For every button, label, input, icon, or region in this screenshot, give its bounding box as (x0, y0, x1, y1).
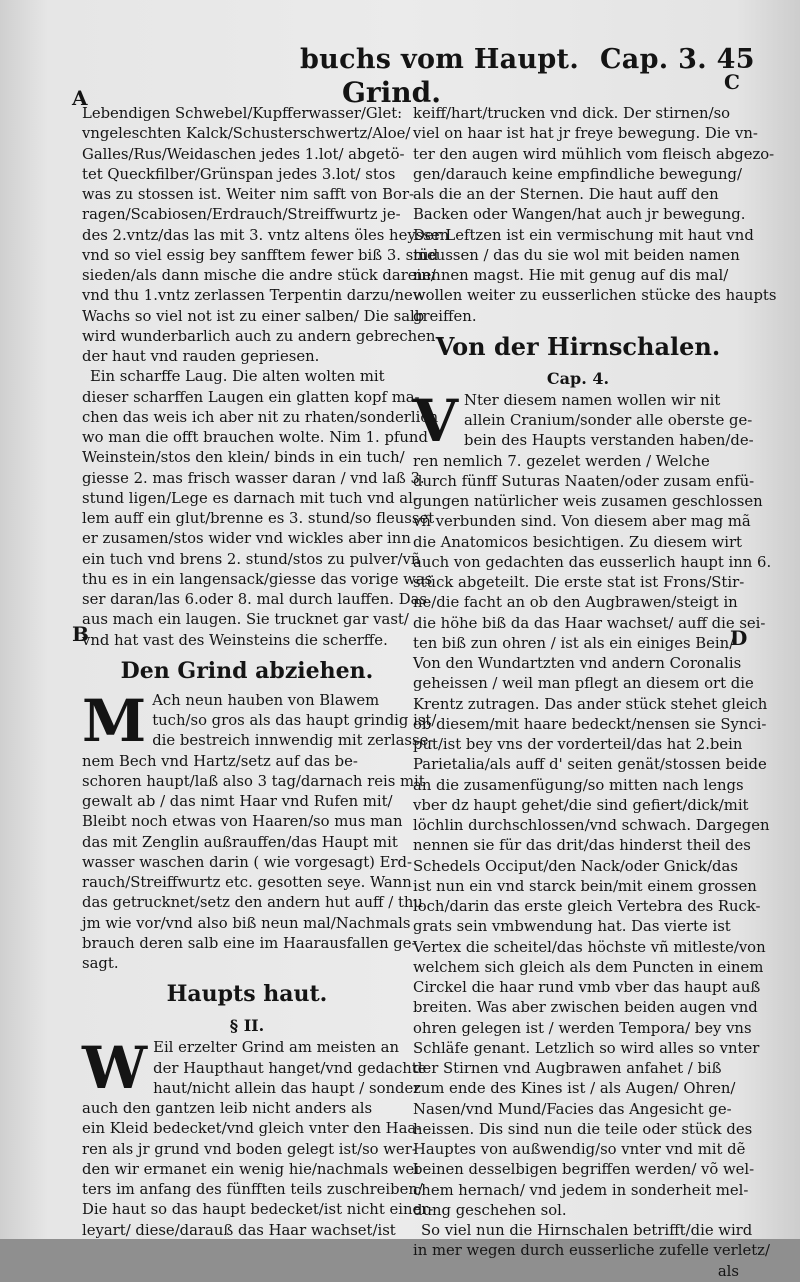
text-line: Schedels Occiput/den Nack/oder Gnick/das (413, 857, 738, 875)
text-line: bein des Haupts verstanden haben/de- (464, 432, 754, 450)
text-line: wollen weiter zu eusserlichen stücke des haupts (413, 287, 777, 305)
text-line: der Haupthaut hanget/vnd gedachte (153, 1059, 427, 1077)
page-title: Grind. (342, 76, 441, 109)
running-head-right: Cap. 3. 45 (600, 44, 755, 75)
text-line: allein Cranium/sonder alle oberste ge- (464, 412, 753, 429)
text-line: der Stirnen vnd Augbrawen anfahet / biß (413, 1060, 722, 1077)
margin-marker-b: B (72, 622, 89, 646)
text-line: Wachs so viel not ist zu einer salben/ Die salb (82, 307, 425, 325)
text-line: ein tuch vnd brens 2. stund/stos zu pulver/vñ (82, 550, 421, 568)
text-line: sieden/als dann mische die andre stück darein/ (82, 267, 436, 284)
text-line: Nter diesem namen wollen wir nit (464, 391, 721, 409)
text-line: vnd so viel essig bey sanfftem fewer biß 3. stüd (82, 246, 439, 264)
text-line: sagt. (82, 955, 119, 972)
text-line: giesse 2. mas frisch wasser daran / vnd laß 3. (82, 469, 425, 487)
text-line: an die zusamenfügung/so mitten nach lengs (413, 776, 744, 794)
running-head-left: buchs vom Haupt. (300, 44, 580, 75)
margin-marker-a: A (72, 86, 88, 110)
text-line: ters im anfang des fünfften teils zuschreiben/ (82, 1181, 423, 1198)
drop-cap: V (413, 386, 459, 455)
text-line: auch den gantzen leib nicht anders als (82, 1100, 373, 1117)
text-line: die bestreich innwendig mit zerlasse- (152, 732, 434, 750)
text-line: ren als jr grund vnd boden gelegt ist/so wer- (82, 1140, 417, 1158)
text-line: Weinstein/stos den klein/ binds in ein tuch/ (82, 449, 405, 467)
text-line: Die haut so das haupt bedecket/ist nicht einer- (82, 1201, 434, 1219)
text-line: gewalt ab / das nimt Haar vnd Rufen mit/ (82, 793, 393, 810)
text-line: die Anatomicos besichtigen. Zu diesem wirt (413, 533, 743, 551)
text-line: nennen magst. Hie mit genug auf dis mal/ (413, 267, 729, 284)
text-line: als die an der Sternen. Die haut auff den (413, 186, 719, 203)
text-line: den wir ermanet ein wenig hie/nachmals wei (82, 1160, 420, 1178)
text-line: loch/darin das erste gleich Vertebra des Ruck- (413, 898, 761, 915)
text-line: viel on haar ist hat jr freye bewegung. Die vn- (413, 125, 758, 143)
text-line: lem auff ein glut/brenne es 3. stund/so fleusset (82, 510, 435, 527)
text-line: haut/nicht allein das haupt / sonder (153, 1079, 421, 1097)
text-line: dung geschehen sol. (413, 1201, 567, 1219)
text-line: thu es in ein langensack/giesse das vorige was (82, 570, 433, 588)
margin-marker-d: D (730, 626, 748, 650)
text-line: wo man die offt brauchen wolte. Nim 1. pfund (82, 429, 428, 446)
drop-cap: M (82, 686, 147, 755)
text-line: Ein scharffe Laug. Die alten wolten mit (90, 368, 385, 386)
text-line: wird wunderbarlich auch zu andern gebrechen (82, 327, 436, 345)
text-line: er zusamen/stos wider vnd wickles aber inn (82, 530, 411, 548)
left-paragraph-3 (82, 686, 437, 975)
text-line: ne/die facht an ob den Augbrawen/steigt in (413, 594, 738, 612)
chapter-heading: Von der Hirnschalen. (435, 331, 721, 361)
text-line: Eil erzelter Grind am meisten an (153, 1039, 399, 1057)
section-heading: Haupts haut. (166, 981, 328, 1008)
text-line: stund ligen/Lege es darnach mit tuch vnd al- (82, 489, 418, 507)
text-line: Backen oder Wangen/hat auch jr bewegung. (413, 206, 746, 224)
text-line: chem hernach/ vnd jedem in sonderheit mel- (413, 1181, 749, 1199)
text-line: chen das weis ich aber nit zu rhaten/sonderlich (82, 408, 439, 426)
text-line: leyart/ diese/darauß das Haar wachset/ist (82, 1221, 396, 1239)
text-line: Schläfe genant. Letzlich so wird alles so vnter (413, 1039, 760, 1057)
text-line: was zu stossen ist. Weiter nim safft von Bor- (82, 186, 415, 203)
text-line: ist nun ein vnd starck bein/mit einem grossen (413, 877, 757, 895)
text-line: stück abgeteilt. Die erste stat ist Frons/Stir- (413, 574, 745, 591)
text-line: tet Queckfilber/Grünspan jedes 3.lot/ stos (82, 165, 396, 183)
text-line: welchem sich gleich als dem Puncten in einem (413, 958, 764, 976)
text-line: dieser scharffen Laugen ein glatten kopf ma- (82, 388, 420, 406)
text-line: in mer wegen durch eusserliche zufelle verletz/ (413, 1242, 770, 1260)
text-line: gungen natürlicher weis zusamen geschlossen (413, 493, 763, 510)
text-line: Bleibt noch etwas von Haaren/so mus man (82, 813, 403, 831)
text-line: auch von gedachten das eusserlich haupt inn 6. (413, 553, 772, 571)
text-line: beinen desselbigen begriffen werden/ võ wel- (413, 1161, 755, 1179)
text-line: ter den augen wird mühlich vom fleisch abgezo- (413, 145, 775, 163)
text-line: ein Kleid bedecket/vnd gleich vnter den Haa- (82, 1120, 422, 1138)
text-line: nem Bech vnd Hartz/setz auf das be- (82, 752, 358, 770)
text-line: Hauptes von außwendig/so vnter vnd mit dẽ (413, 1141, 746, 1158)
text-line: vñ verbunden sind. Von diesem aber mag mã (413, 513, 751, 531)
catchword: als (717, 1262, 739, 1280)
text-line: grats sein vmbwendung hat. Das vierte ist (413, 918, 731, 936)
text-line: ten biß zun ohren / ist als ein einiges Bein/ (413, 634, 735, 652)
text-line: Parietalia/als auff d' seiten genät/stossen beide (413, 756, 767, 774)
text-line: nennen sie für das drit/das hinderst theil des (413, 837, 751, 855)
text-line: wasser waschen darin ( wie vorgesagt) Erd- (82, 853, 412, 871)
text-line: Nasen/vnd Mund/Facies das Angesicht ge- (413, 1100, 732, 1118)
text-line: Galles/Rus/Weidaschen jedes 1.lot/ abgetö- (82, 145, 405, 163)
text-line: greiffen. (413, 307, 477, 325)
text-line: des 2.vntz/das las mit 3. vntz altens öles heyssen (82, 226, 450, 244)
text-line: gen/darauch keine empfindliche bewegung/ (413, 165, 742, 183)
text-line: Circkel die haar rund vmb vber das haupt auß (413, 979, 761, 996)
text-line: Der Leftzen ist ein vermischung mit haut vnd (413, 226, 754, 244)
text-line: ob diesem/mit haare bedeckt/nensen sie Synci- (413, 715, 767, 733)
text-line: vngeleschten Kalck/Schusterschwertz/Aloe/ (82, 125, 411, 143)
text-line: Von den Wundartzten vnd andern Coronalis (413, 655, 742, 672)
left-paragraph-4 (82, 1034, 434, 1241)
text-line: der haut vnd rauden gepriesen. (82, 348, 320, 365)
text-line: schoren haupt/laß also 3 tag/darnach reis mit (82, 772, 425, 790)
text-line: breiten. Was aber zwischen beiden augen vnd (413, 999, 758, 1017)
left-paragraph-2 (82, 367, 439, 651)
text-line: vber dz haupt gehet/die sind gefiert/dick/mit (413, 796, 749, 814)
text-line: tuch/so gros als das haupt grindig ist/ (152, 712, 437, 729)
text-line: aus mach ein laugen. Sie trucknet gar vast/ (82, 611, 409, 629)
chapter-number: Cap. 4. (546, 368, 610, 388)
text-line: keiff/hart/trucken vnd dick. Der stirnen/so (413, 105, 731, 122)
text-line: ren nemlich 7. gezelet werden / Welche (413, 452, 710, 470)
margin-marker-c: C (724, 70, 740, 94)
text-line: So viel nun die Hirnschalen betrifft/die wird (421, 1222, 753, 1239)
text-line: rauch/Streiffwurtz etc. gesotten seye. Wann (82, 874, 412, 891)
text-line: geheissen / weil man pflegt an diesem ort die (413, 675, 754, 693)
text-line: ragen/Scabiosen/Erdrauch/Streiffwurtz je- (82, 206, 401, 224)
section-mark: § II. (229, 1016, 265, 1036)
text-line: das mit Zenglin außrauffen/das Haupt mit (82, 833, 398, 851)
text-line: Lebendigen Schwebel/Kupfferwasser/Glet: (82, 105, 403, 122)
text-line: durch fünff Suturas Naaten/oder zusam enfü- (413, 472, 755, 490)
text-line: vnd thu 1.vntz zerlassen Terpentin darzu/new (82, 287, 426, 305)
text-line: put/ist bey vns der vorderteil/das hat 2.bein (413, 736, 743, 753)
section-heading: Den Grind abziehen. (120, 657, 374, 684)
text-line: das getrucknet/setz den andern hut auff / thu (82, 894, 423, 912)
text-line: vnd hat vast des Weinsteins die scherffe. (82, 631, 388, 649)
text-line: meussen / das du sie wol mit beiden namen (413, 246, 740, 264)
right-paragraph-3 (413, 1221, 770, 1262)
text-line: Vertex die scheitel/das höchste vñ mitleste/von (413, 938, 766, 956)
drop-cap: W (82, 1034, 148, 1103)
text-line: löchlin durchschlossen/vnd schwach. Dargegen (413, 817, 770, 834)
right-paragraph-2 (413, 386, 772, 1221)
text-line: brauch deren salb eine im Haarausfallen ge- (82, 934, 417, 952)
text-line: die höhe biß da das Haar wachset/ auff die sei- (413, 614, 766, 632)
text-line: Ach neun hauben von Blawem (152, 691, 380, 709)
text-line: zum ende des Kines ist / als Augen/ Ohren/ (413, 1080, 736, 1098)
text-line: jm wie vor/vnd also biß neun mal/Nachmals (82, 914, 411, 932)
right-column (413, 104, 777, 1282)
text-line: Krentz zutragen. Das ander stück stehet gleich (413, 695, 768, 713)
text-line: ser daran/las 6.oder 8. mal durch lauffen. Das (82, 591, 427, 608)
text-line: heissen. Dis sind nun die teile oder stück des (413, 1120, 753, 1138)
right-paragraph-1 (413, 104, 777, 327)
text-line: ohren gelegen ist / werden Tempora/ bey vns (413, 1019, 752, 1037)
